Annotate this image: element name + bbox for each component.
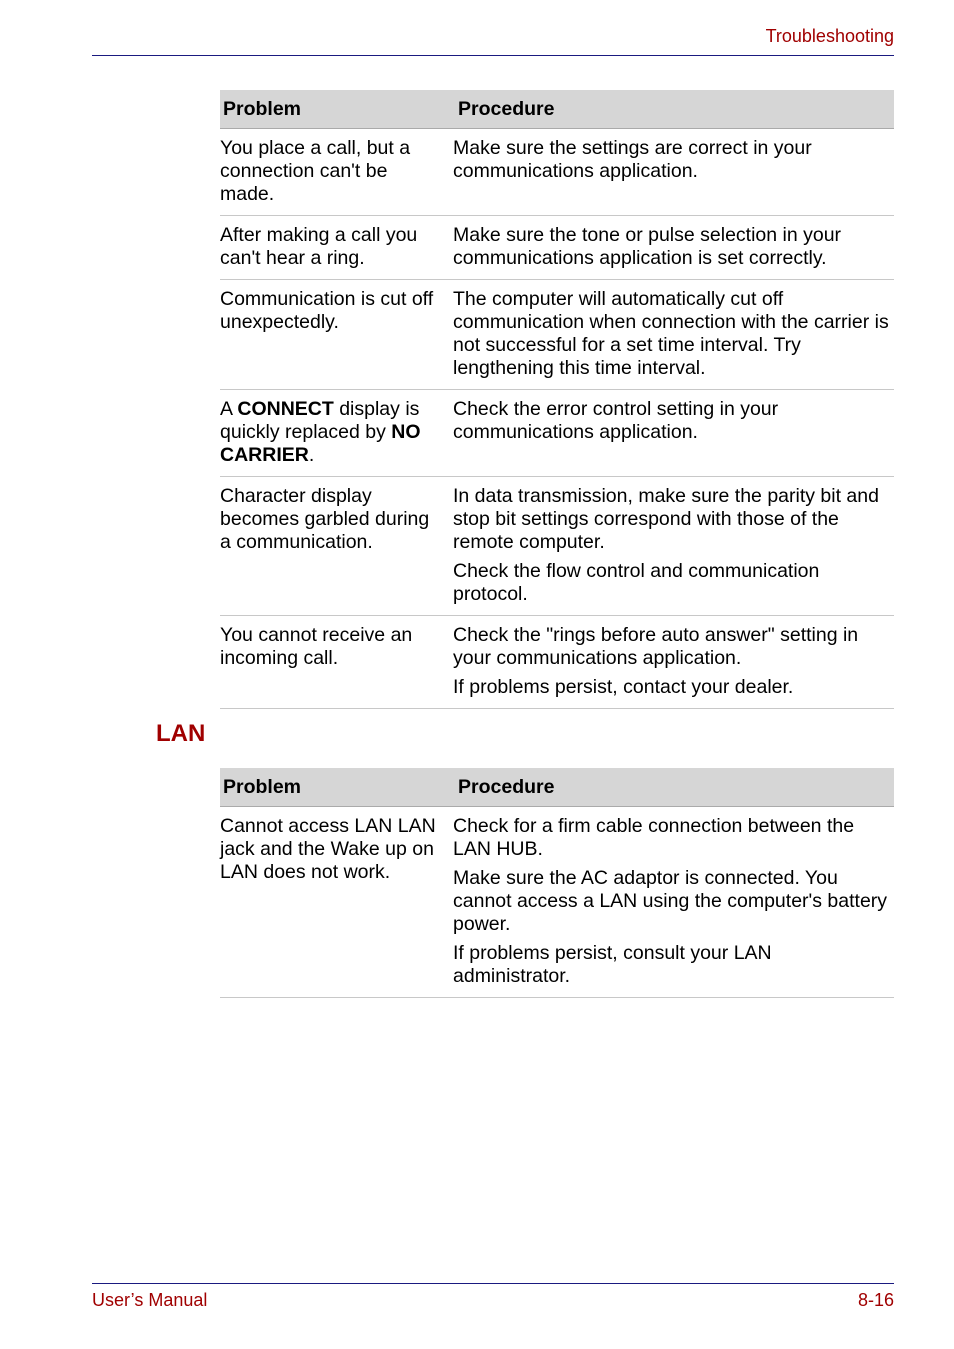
connect-keyword: CONNECT bbox=[237, 398, 334, 420]
table-header-row bbox=[220, 768, 894, 807]
procedure-cell: The computer will automatically cut off communication when connection with the carrier is not successful for a set time interval. Try lengthening this time interval. bbox=[453, 280, 894, 390]
table-header-row bbox=[220, 90, 894, 129]
table-row bbox=[220, 807, 894, 998]
table-row bbox=[220, 616, 894, 709]
procedure-cell: Check for a firm cable connection between the LAN HUB. Make sure the AC adaptor is connected. You cannot access a LAN using the computer's battery power. If problems persist, consult your LAN administrator. bbox=[453, 807, 894, 998]
problem-cell: Character display becomes garbled during a communication. bbox=[220, 477, 453, 616]
no-carrier-keyword: NO CARRIER bbox=[220, 421, 421, 466]
problem-cell: You cannot receive an incoming call. bbox=[220, 616, 453, 709]
table-row bbox=[220, 216, 894, 280]
procedure-cell: Make sure the tone or pulse selection in your communications application is set correctly. bbox=[453, 216, 894, 280]
procedure-cell: Make sure the settings are correct in your communications application. bbox=[453, 129, 894, 216]
table-row bbox=[220, 129, 894, 216]
table-row bbox=[220, 390, 894, 477]
procedure-cell: In data transmission, make sure the parity bit and stop bit settings correspond with those of the remote computer. Check the flow control and communication protocol. bbox=[453, 477, 894, 616]
problem-cell: A CONNECT display is quickly replaced by NO CARRIER. bbox=[220, 390, 453, 477]
running-header-title: Troubleshooting bbox=[765, 26, 894, 46]
column-header-problem: Problem bbox=[220, 90, 453, 129]
problem-cell: Cannot access LAN LAN jack and the Wake up on LAN does not work. bbox=[220, 807, 453, 998]
header-rule bbox=[92, 55, 894, 56]
footer-page-number: 8-16 bbox=[857, 1290, 894, 1310]
table-row bbox=[220, 477, 894, 616]
table-row bbox=[220, 280, 894, 390]
problem-cell: You place a call, but a connection can't be made. bbox=[220, 129, 453, 216]
column-header-procedure: Procedure bbox=[453, 90, 894, 129]
problem-cell: After making a call you can't hear a ring. bbox=[220, 216, 453, 280]
column-header-procedure: Procedure bbox=[453, 768, 894, 807]
procedure-cell: Check the error control setting in your communications application. bbox=[453, 390, 894, 477]
column-header-problem: Problem bbox=[220, 768, 453, 807]
section-title-lan: LAN bbox=[156, 720, 206, 747]
procedure-cell: Check the "rings before auto answer" setting in your communications application. If problems persist, contact your dealer. bbox=[453, 616, 894, 709]
footer-rule bbox=[92, 1283, 894, 1284]
footer-manual-title: User’s Manual bbox=[92, 1290, 208, 1310]
lan-troubleshooting-table bbox=[220, 768, 894, 998]
problem-cell: Communication is cut off unexpectedly. bbox=[220, 280, 453, 390]
modem-troubleshooting-table bbox=[220, 90, 894, 709]
